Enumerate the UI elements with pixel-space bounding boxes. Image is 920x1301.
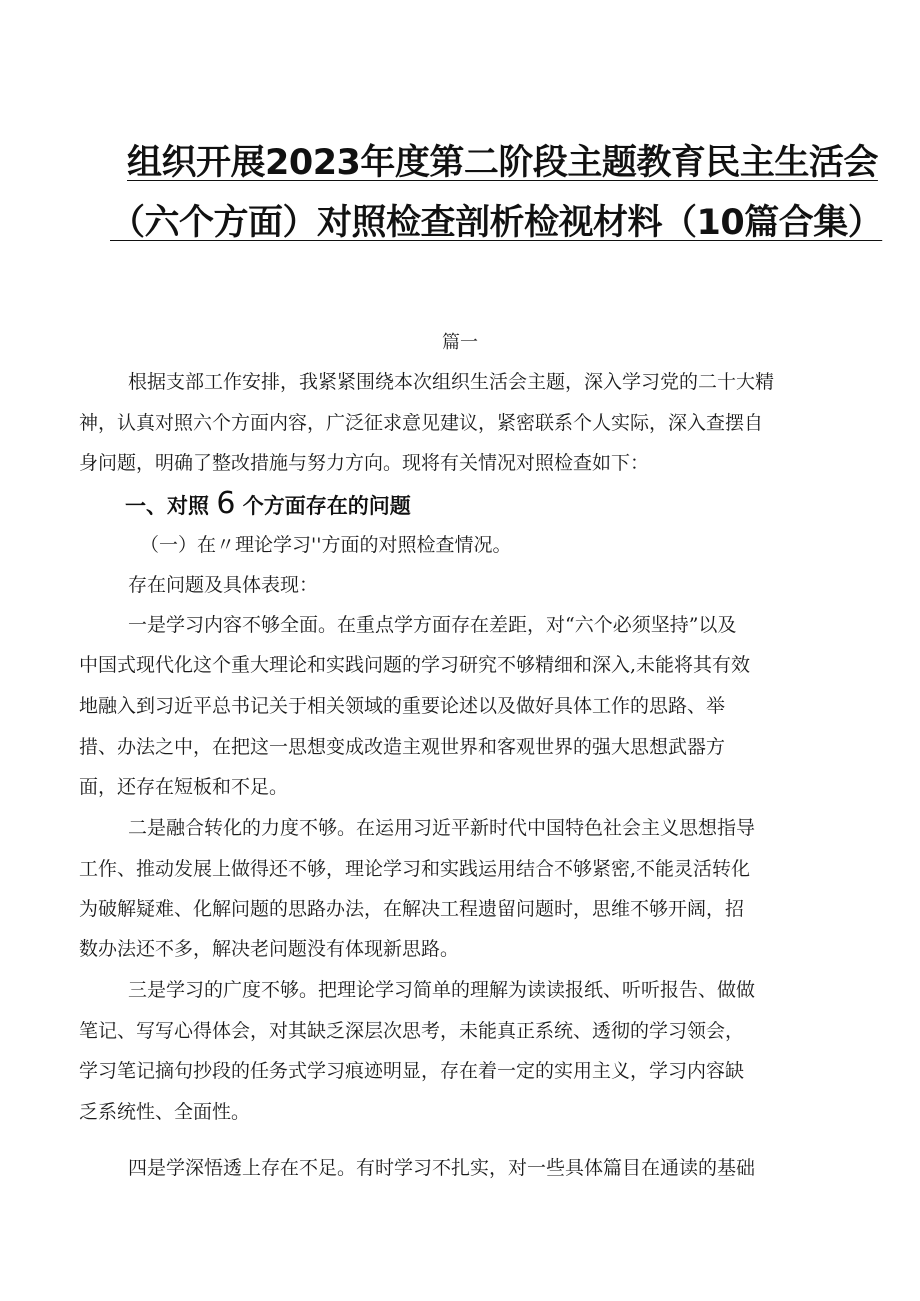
- para3-line-1: 三是学习的广度不够。把理论学习简单的理解为读读报纸、听听报告、做做: [128, 979, 756, 1001]
- para2-line-1: 二是融合转化的力度不够。在运用习近平新时代中国特色社会主义思想指导: [128, 817, 756, 839]
- para3-line-3: 学习笔记摘句抄段的任务式学习痕迹明显，存在着一定的实用主义，学习内容缺: [79, 1060, 745, 1082]
- heading-1-prefix: 一、对照: [125, 494, 209, 518]
- para4-line-1: 四是学深悟透上存在不足。有时学习不扎实，对一些具体篇目在通读的基础: [128, 1157, 756, 1179]
- intro-line-1: 根据支部工作安排，我紧紧围绕本次组织生活会主题，深入学习党的二十大精: [128, 371, 775, 393]
- para1-line-3: 地融入到习近平总书记关于相关领域的重要论述以及做好具体工作的思路、举: [79, 695, 726, 717]
- intro-line-2: 神，认真对照六个方面内容，广泛征求意见建议，紧密联系个人实际，深入查摆自: [79, 412, 764, 434]
- heading-1-number: 6: [216, 486, 236, 521]
- document-title-line-1: 组织开展2023年度第二阶段主题教育民主生活会: [127, 143, 878, 183]
- para2-line-2: 工作、推动发展上做得还不够，理论学习和实践运用结合不够紧密,不能灵活转化: [79, 858, 751, 880]
- heading-1-suffix: 个方面存在的问题: [242, 494, 411, 518]
- para2-line-3: 为破解疑难、化解问题的思路办法，在解决工程遗留问题时，思维不够开阔，招: [79, 898, 745, 920]
- document-title-line-2: （六个方面）对照检查剖析检视材料（10篇合集）: [110, 203, 883, 243]
- para3-line-2: 笔记、写写心得体会，对其缺乏深层次思考，未能真正系统、透彻的学习领会，: [79, 1020, 745, 1042]
- para1-line-4: 措、办法之中，在把这一思想变成改造主观世界和客观世界的强大思想武器方: [79, 736, 726, 758]
- heading-1: [125, 486, 411, 521]
- para3-line-4: 乏系统性、全面性。: [79, 1101, 251, 1123]
- para2-line-4: 数办法还不多，解决老问题没有体现新思路。: [79, 938, 460, 960]
- para1-line-2: 中国式现代化这个重大理论和实践问题的学习研究不够精细和深入,未能将其有效: [79, 654, 751, 676]
- para1-line-5: 面，还存在短板和不足。: [79, 776, 289, 798]
- subheading: （一）在〃理论学习''方面的对照检查情况。: [140, 534, 512, 556]
- para1-line-1: 一是学习内容不够全面。在重点学方面存在差距，对“六个必须坚持”以及: [128, 614, 737, 636]
- intro-line-3: 身问题，明确了整改措施与努力方向。现将有关情况对照检查如下：: [79, 452, 650, 474]
- section-label: 篇一: [442, 332, 478, 353]
- issues-label: 存在问题及具体表现：: [128, 574, 319, 596]
